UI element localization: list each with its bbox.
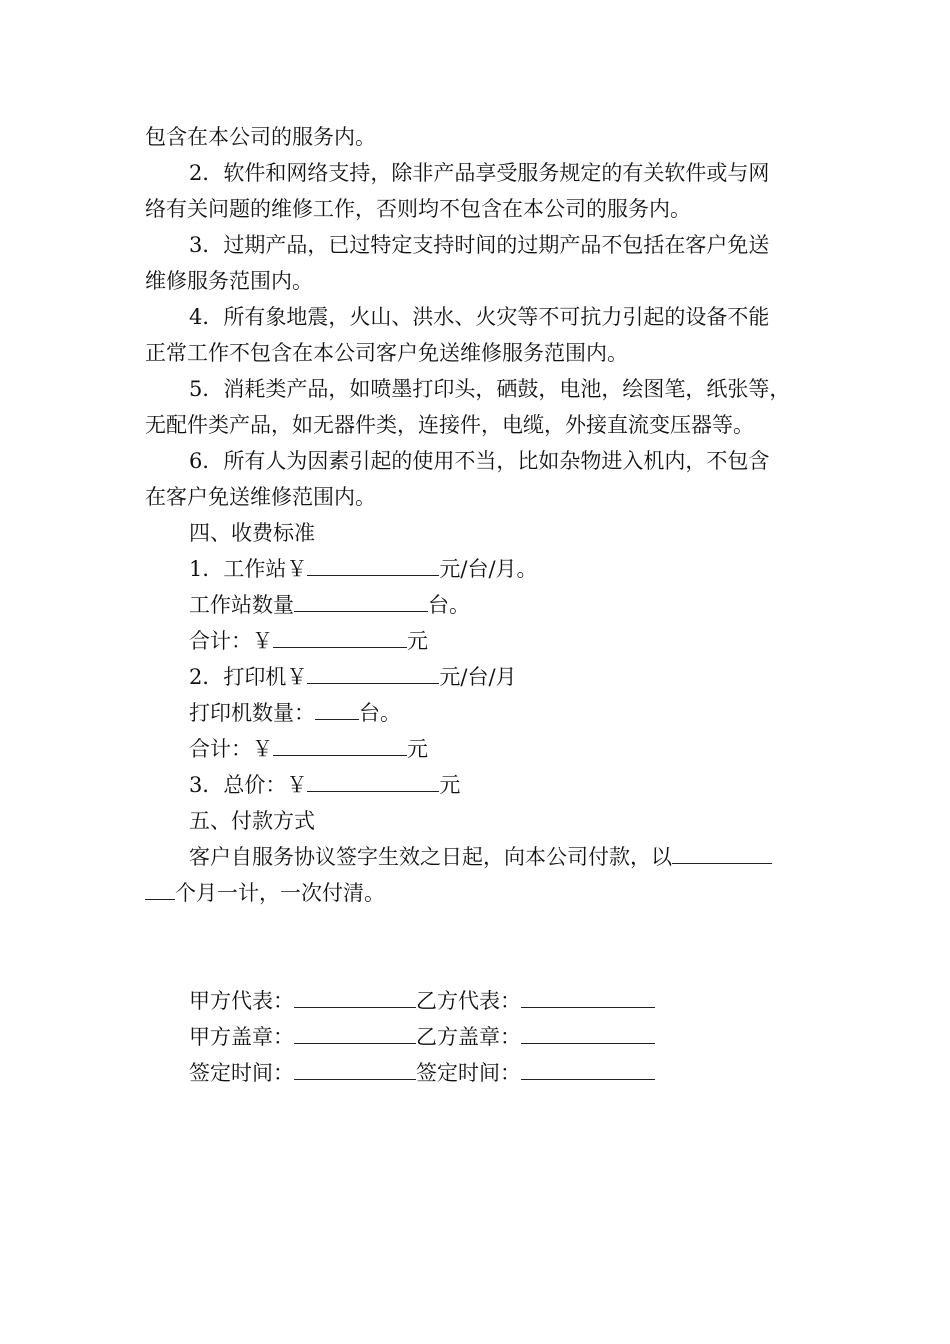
fee-subtotal2-unit: 元 (407, 737, 428, 761)
fee-subtotal2-blank[interactable] (273, 737, 407, 756)
fee-workstation-unit: 元/台/月。 (439, 557, 538, 581)
fee-workstation-line (189, 556, 538, 582)
signature-rep-line (189, 988, 655, 1014)
fee-printer-qty-blank[interactable] (315, 701, 359, 720)
fee-printer-qty-label: 打印机数量： (189, 701, 315, 725)
fee-total-label: 3．总价：￥ (189, 773, 308, 797)
sign-date-b-label: 签定时间： (416, 1061, 521, 1085)
party-a-seal-blank[interactable] (294, 1025, 416, 1044)
party-b-rep-label: 乙方代表： (416, 989, 521, 1013)
sign-date-a-blank[interactable] (294, 1061, 416, 1080)
fee-printer-label: 2．打印机￥ (189, 665, 308, 689)
party-b-rep-blank[interactable] (521, 989, 655, 1008)
payment-line-1-text: 客户自服务协议签字生效之日起，向本公司付款，以 (189, 845, 672, 869)
body-line-2: 2．软件和网络支持，除非产品享受服务规定的有关软件或与网 (189, 161, 770, 185)
fee-workstation-blank[interactable] (307, 557, 439, 576)
fee-subtotal1-unit: 元 (407, 629, 428, 653)
sign-date-a-label: 签定时间： (189, 1061, 294, 1085)
payment-line-2-text: 个月一计，一次付清。 (175, 881, 385, 905)
fee-subtotal1-label: 合计：￥ (189, 629, 273, 653)
fee-total-blank[interactable] (307, 773, 439, 792)
fee-workstation-qty-label: 工作站数量 (189, 593, 294, 617)
payment-period-blank-a[interactable] (672, 845, 772, 864)
fee-workstation-qty-blank[interactable] (294, 593, 428, 612)
body-line-1: 包含在本公司的服务内。 (145, 125, 376, 149)
section-heading-payment: 五、付款方式 (189, 809, 315, 833)
body-line-9: 无配件类产品，如无器件类，连接件，电缆，外接直流变压器等。 (145, 413, 754, 437)
party-a-seal-label: 甲方盖章： (189, 1025, 294, 1049)
body-line-3: 络有关问题的维修工作，否则均不包含在本公司的服务内。 (145, 197, 691, 221)
fee-printer-blank[interactable] (307, 665, 439, 684)
fee-total-line (189, 772, 460, 798)
payment-period-blank-b[interactable] (145, 881, 175, 900)
body-line-6: 4．所有象地震，火山、洪水、火灾等不可抗力引起的设备不能 (189, 305, 770, 329)
body-line-8: 5．消耗类产品，如喷墨打印头，硒鼓，电池，绘图笔，纸张等， (189, 377, 791, 401)
fee-subtotal2-line (189, 736, 428, 762)
party-b-seal-blank[interactable] (521, 1025, 655, 1044)
body-line-7: 正常工作不包含在本公司客户免送维修服务范围内。 (145, 341, 628, 365)
party-a-rep-blank[interactable] (294, 989, 416, 1008)
body-line-10: 6．所有人为因素引起的使用不当，比如杂物进入机内，不包含 (189, 449, 770, 473)
fee-workstation-qty-unit: 台。 (428, 593, 470, 617)
party-b-seal-label: 乙方盖章： (416, 1025, 521, 1049)
fee-workstation-label: 1．工作站￥ (189, 557, 308, 581)
fee-subtotal1-line (189, 628, 428, 654)
fee-printer-qty-line (189, 700, 401, 726)
fee-total-unit: 元 (439, 773, 461, 797)
section-heading-fees: 四、收费标准 (189, 521, 315, 545)
payment-line-1 (189, 844, 772, 870)
fee-printer-unit: 元/台/月 (439, 665, 517, 689)
sign-date-b-blank[interactable] (521, 1061, 655, 1080)
fee-printer-qty-unit: 台。 (359, 701, 401, 725)
fee-subtotal1-blank[interactable] (273, 629, 407, 648)
fee-printer-line (189, 664, 517, 690)
body-line-5: 维修服务范围内。 (145, 269, 313, 293)
payment-line-2 (145, 880, 385, 906)
body-line-4: 3．过期产品，已过特定支持时间的过期产品不包括在客户免送 (189, 233, 770, 257)
signature-seal-line (189, 1024, 655, 1050)
body-line-11: 在客户免送维修范围内。 (145, 485, 376, 509)
signature-date-line (189, 1060, 655, 1086)
party-a-rep-label: 甲方代表： (189, 989, 294, 1013)
fee-workstation-qty-line (189, 592, 470, 618)
fee-subtotal2-label: 合计：￥ (189, 737, 273, 761)
